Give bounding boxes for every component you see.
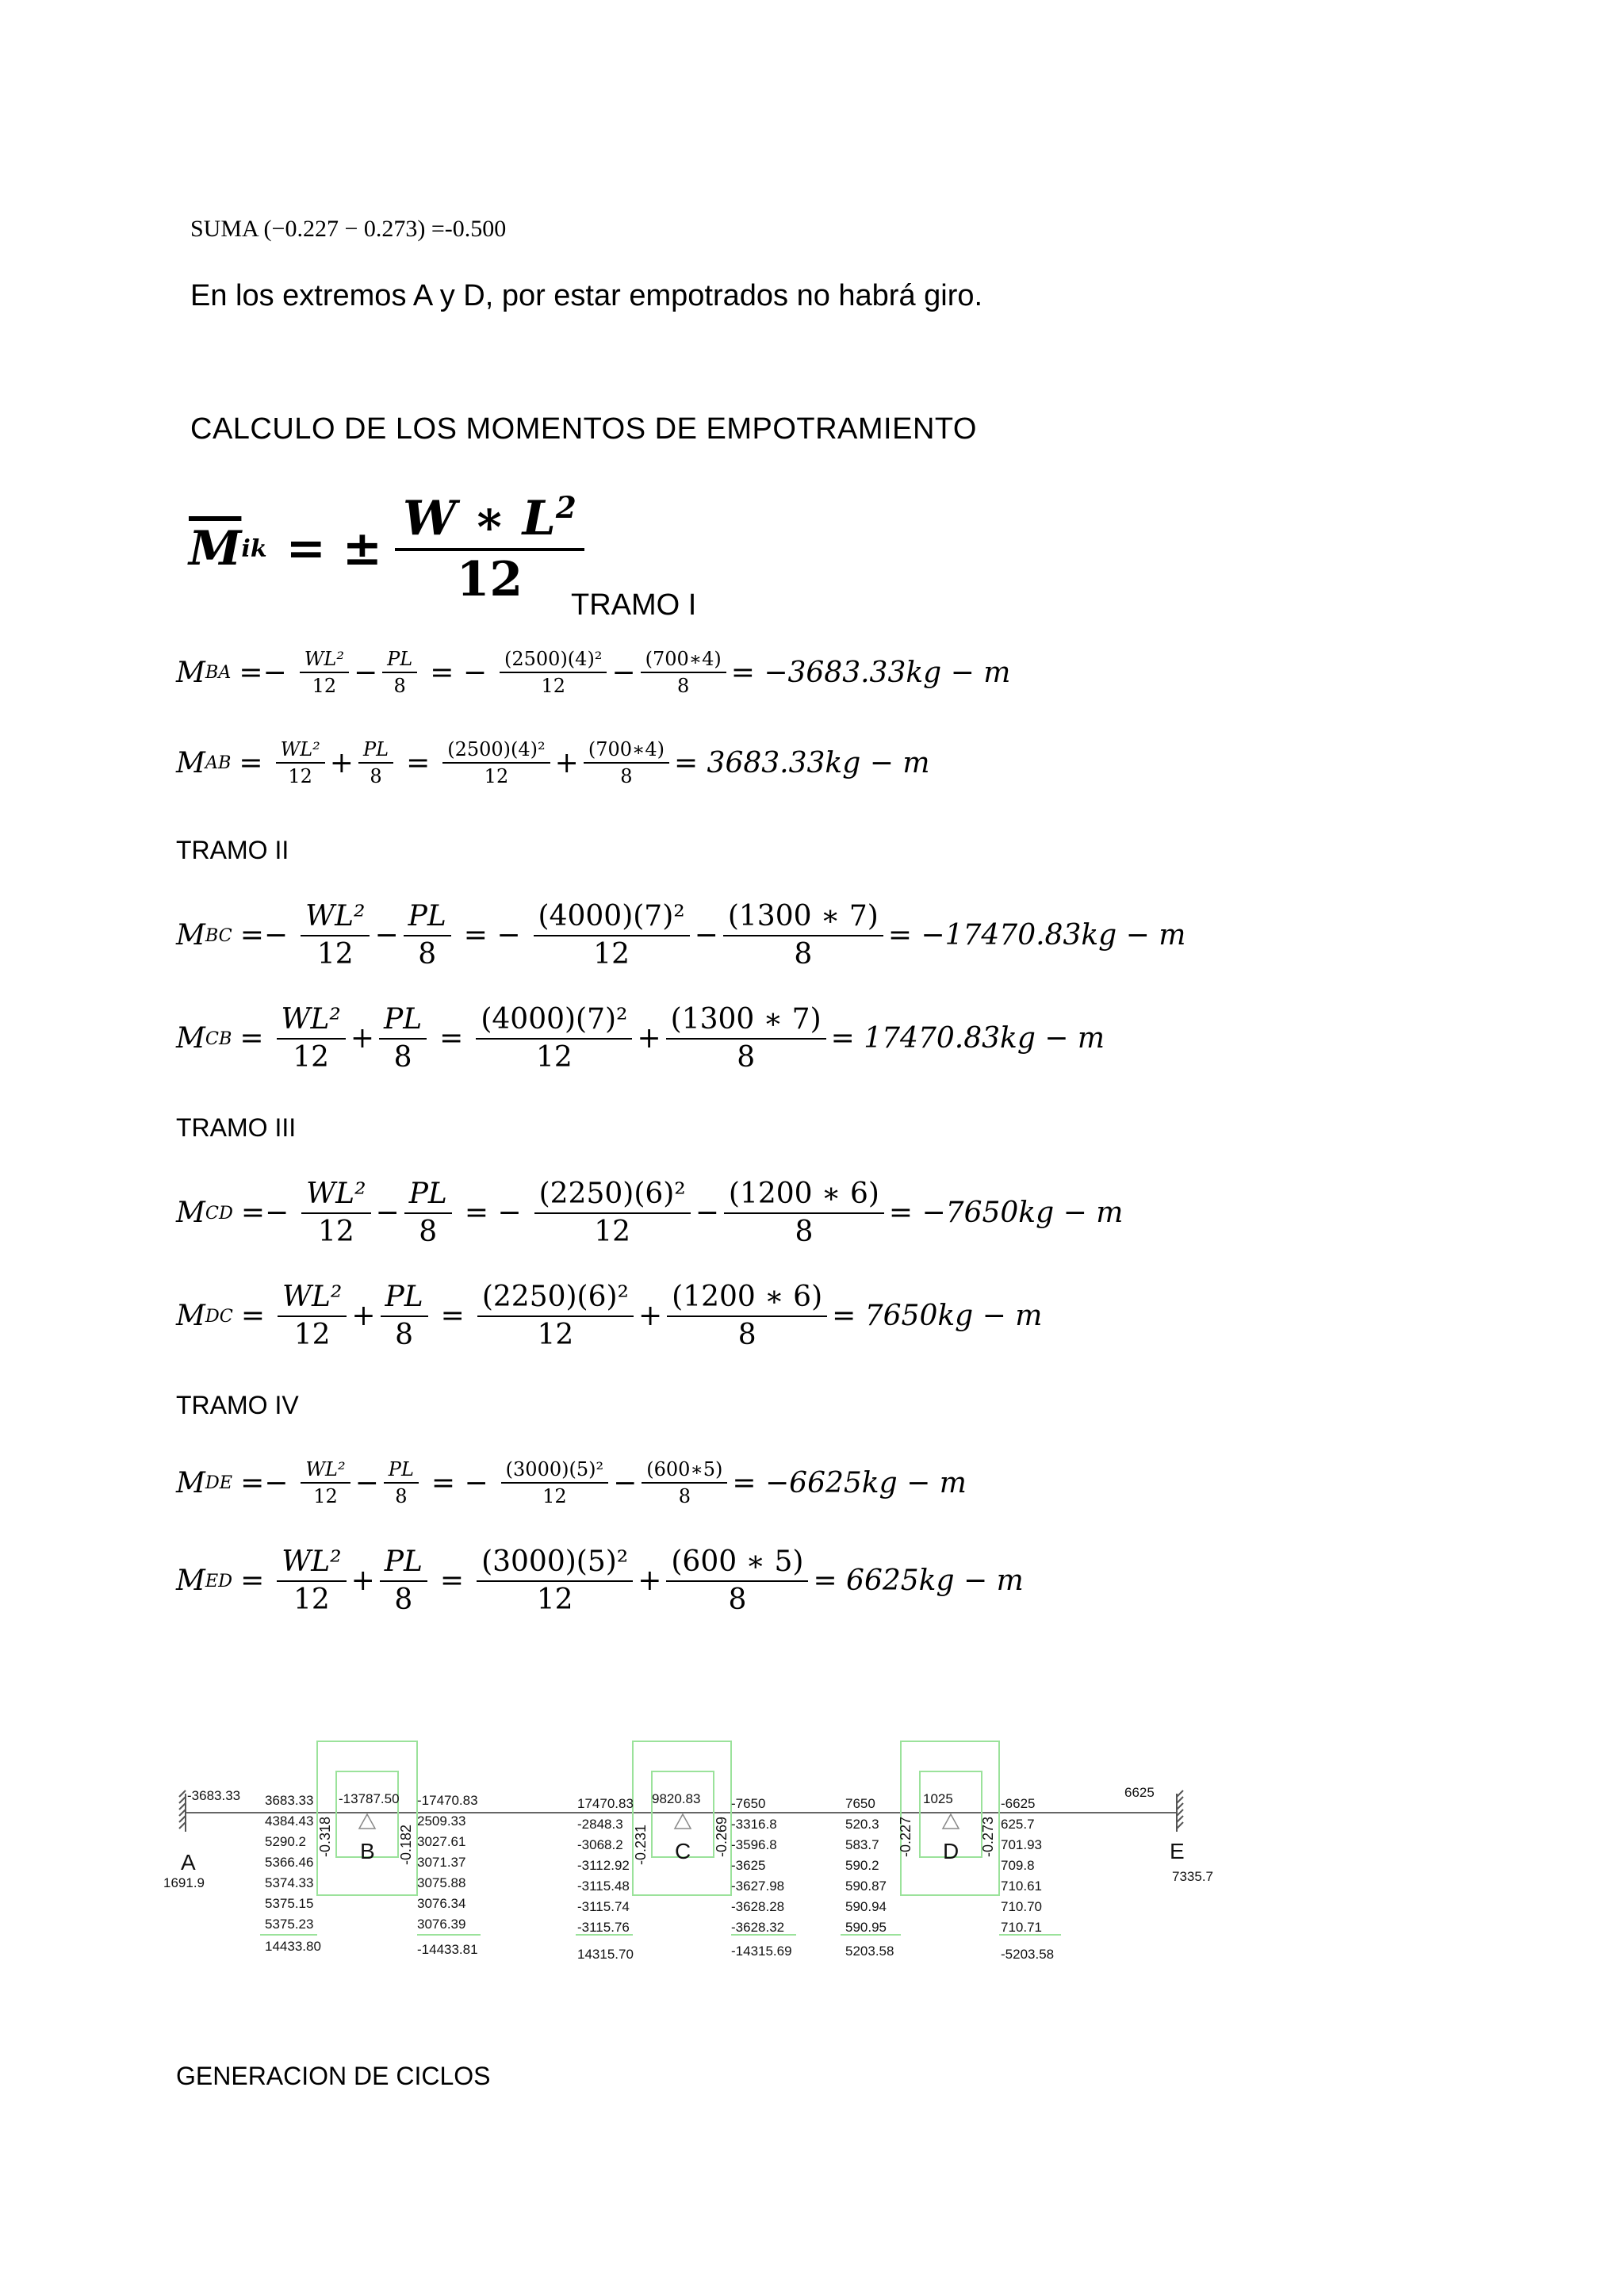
col-D-left-value: 7650 — [845, 1796, 875, 1811]
reaction-e: 7335.7 — [1172, 1869, 1213, 1884]
col-D-right-value: 709.8 — [1001, 1858, 1035, 1873]
col-B-left-value: 5290.2 — [265, 1834, 306, 1849]
equation-m-dc: M DC = $\frac{\text{WL²}}{12}$ + $\frac{PL}{8}$ = $\frac{\text{(2250)(6)²}}{12}$ + $\frac{(1200 ∗ 6)}{8}$ = 7650kg − m — [176, 1281, 1043, 1351]
tramo-2-label: TRAMO II — [176, 836, 289, 864]
col-C-left-value: -3112.92 — [577, 1858, 630, 1873]
col-C-right-total: -14315.69 — [731, 1944, 792, 1959]
col-B-right-value: 3076.34 — [417, 1896, 466, 1911]
col-C-left-value: -3068.2 — [577, 1837, 623, 1852]
fixed-support-a — [179, 1790, 186, 1832]
equation-m-bc: M BC =− $\frac{\text{WL²}}{12}$ − $\frac{PL}{8}$ = − $\frac{\text{(4000)(7)²}}{12}$ − $\frac{(1300 ∗ 7)}{8}$ = −17470.83kg − m — [176, 900, 1186, 971]
col-C-right-value: -3625 — [731, 1858, 766, 1873]
col-D-left-value: 520.3 — [845, 1817, 879, 1832]
equation-m-ed: M ED = $\frac{\text{WL²}}{12}$ + $\frac{PL}{8}$ = $\frac{\text{(3000)(5)²}}{12}$ + $\frac{(600 ∗ 5)}{8}$ = 6625kg − m — [176, 1545, 1024, 1616]
col-B-right-value: 3076.39 — [417, 1917, 466, 1932]
general-formula: $\overline{M}$ ik = ± $\frac{W ∗ L^2}{12}$ — [189, 492, 589, 606]
dist-factor-b-left: -0.318 — [317, 1816, 333, 1857]
col-D-right-value: 701.93 — [1001, 1837, 1042, 1852]
dist-factor-d-left: -0.227 — [898, 1816, 914, 1857]
col-C-right-value: -3627.98 — [731, 1878, 785, 1894]
col-C-left-value: -3115.48 — [577, 1878, 630, 1894]
equation-m-de: M DE =− $\frac{\text{WL²}}{12}$ − $\frac{PL}{8}$ = − $\frac{\text{(3000)(5)²}}{12}$ − $\frac{(600∗5)}{8}$ = −6625kg − m — [176, 1458, 967, 1508]
dist-factor-c-right: -0.269 — [714, 1816, 730, 1857]
tramo-3-label: TRAMO III — [176, 1113, 297, 1142]
col-C-left-value: 17470.83 — [577, 1796, 634, 1811]
extremos-text: En los extremos A y D, por estar empotrados no habrá giro. — [190, 279, 983, 312]
col-D-left-value: 583.7 — [845, 1837, 879, 1852]
col-D-left-value: 590.95 — [845, 1920, 887, 1935]
equation-m-ba: M BA =− $\frac{\text{WL²}}{12}$ − $\frac{PL}{8}$ = − $\frac{\text{(2500)(4)²}}{12}$ − $\frac{(700∗4)}{8}$ = −3683.33kg − m — [176, 648, 1011, 698]
col-B-left-value: 5375.23 — [265, 1917, 314, 1932]
footer-title: GENERACION DE CICLOS — [176, 2062, 491, 2090]
col-B-right-total: -14433.81 — [417, 1942, 478, 1957]
dist-factor-b-right: -0.182 — [398, 1824, 414, 1865]
tramo-1-label: TRAMO I — [571, 588, 697, 622]
node-label-b: B — [360, 1839, 375, 1863]
col-B-right-value: 2509.33 — [417, 1813, 466, 1829]
col-D-right-value: 710.61 — [1001, 1878, 1042, 1894]
dist-factor-c-left: -0.231 — [633, 1824, 649, 1865]
col-D-right-total: -5203.58 — [1001, 1947, 1055, 1962]
col-D-left-value: 590.94 — [845, 1899, 887, 1914]
suma-line: SUMA (−0.227 − 0.273) =-0.500 — [190, 216, 507, 242]
fixed-support-e — [1177, 1790, 1183, 1832]
col-B-left-total: 14433.80 — [265, 1939, 321, 1954]
box-value-b: -13787.50 — [339, 1791, 400, 1806]
node-label-a: A — [181, 1850, 196, 1875]
dist-factor-d-right: -0.273 — [980, 1816, 996, 1857]
tramo-4-label: TRAMO IV — [176, 1391, 299, 1419]
support-d-icon — [943, 1814, 959, 1829]
col-C-left-value: -3115.76 — [577, 1920, 630, 1935]
col-B-left-value: 3683.33 — [265, 1793, 314, 1808]
col-B-left-value: 5366.46 — [265, 1855, 314, 1870]
equation-m-cd: M CD =− $\frac{\text{WL²}}{12}$ − $\frac{PL}{8}$ = − $\frac{\text{(2250)(6)²}}{12}$ − $\frac{(1200 ∗ 6)}{8}$ = −7650kg − m — [176, 1178, 1124, 1248]
box-value-d: 1025 — [923, 1791, 953, 1806]
col-B-right-value: 3075.88 — [417, 1875, 466, 1890]
equation-m-cb: M CB = $\frac{\text{WL²}}{12}$ + $\frac{PL}{8}$ = $\frac{\text{(4000)(7)²}}{12}$ + $\frac{(1300 ∗ 7)}{8}$ = 17470.83kg − m — [176, 1003, 1105, 1074]
col-C-right-value: -7650 — [731, 1796, 766, 1811]
col-B-left-value: 4384.43 — [265, 1813, 314, 1829]
col-C-left-value: -2848.3 — [577, 1817, 623, 1832]
col-B-right-value: -17470.83 — [417, 1793, 478, 1808]
col-D-right-value: 710.71 — [1001, 1920, 1042, 1935]
col-B-right-value: 3071.37 — [417, 1855, 466, 1870]
col-C-right-value: -3316.8 — [731, 1817, 777, 1832]
col-E-value: 6625 — [1124, 1785, 1155, 1800]
col-D-left-value: 590.87 — [845, 1878, 887, 1894]
col-B-right-value: 3027.61 — [417, 1834, 466, 1849]
col-D-left-value: 590.2 — [845, 1858, 879, 1873]
node-label-e: E — [1170, 1839, 1185, 1863]
col-D-left-total: 5203.58 — [845, 1944, 894, 1959]
col-D-right-value: -6625 — [1001, 1796, 1036, 1811]
equation-m-ab: M AB = $\frac{\text{WL²}}{12}$ + $\frac{PL}{8}$ = $\frac{\text{(2500)(4)²}}{12}$ + $\frac{(700∗4)}{8}$ = 3683.33kg − m — [176, 738, 930, 788]
node-label-d: D — [943, 1839, 959, 1863]
col-C-right-value: -3628.28 — [731, 1899, 785, 1914]
col-D-right-value: 710.70 — [1001, 1899, 1042, 1914]
col-D-right-value: 625.7 — [1001, 1817, 1035, 1832]
node-label-c: C — [675, 1839, 691, 1863]
section-title: CALCULO DE LOS MOMENTOS DE EMPOTRAMIENTO — [190, 412, 977, 446]
col-C-left-value: -3115.74 — [577, 1899, 630, 1914]
support-b-icon — [359, 1814, 375, 1829]
support-c-icon — [675, 1814, 691, 1829]
col-C-left-total: 14315.70 — [577, 1947, 634, 1962]
col-A-value: -3683.33 — [187, 1788, 241, 1803]
col-B-left-value: 5375.15 — [265, 1896, 314, 1911]
col-C-right-value: -3596.8 — [731, 1837, 777, 1852]
reaction-a: 1691.9 — [163, 1875, 205, 1890]
box-value-c: 9820.83 — [652, 1791, 701, 1806]
col-C-right-value: -3628.32 — [731, 1920, 785, 1935]
col-B-left-value: 5374.33 — [265, 1875, 314, 1890]
